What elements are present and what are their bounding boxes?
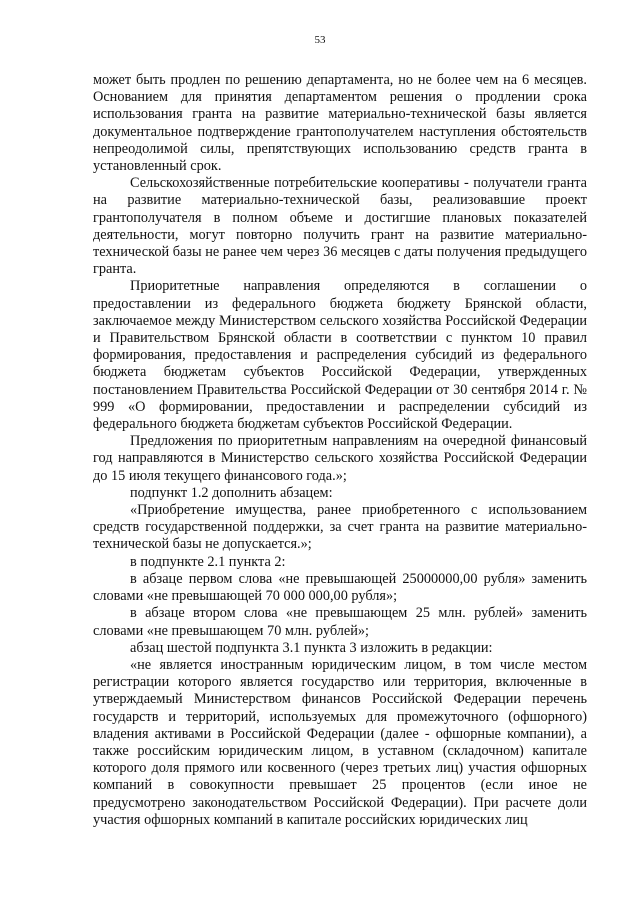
paragraph-11: «не является иностранным юридическим лицом, в том числе местом регистрации которого является государство или территория, включенные в утверждаемый Министерством финансов Российской Федерации перечень государств и территорий, используемых для промежуточного (офшорного) владения активами в Российской Федерации (далее - офшорные компании), а также российским юридическим лицом, в уставном (складочном) капитале которого доля прямого или косвенного (через третьих лиц) участия офшорных компаний в совокупности превышает 25 процентов (если иное не предусмотрено законодательством Российской Федерации). При расчете доли участия офшорных компаний в капитале российских юридических лиц — [93, 656, 587, 828]
paragraph-5: подпункт 1.2 дополнить абзацем: — [130, 484, 333, 501]
paragraph-9: в абзаце втором слова «не превышающем 25 млн. рублей» заменить словами «не превышающем 70 млн. рублей»; — [93, 605, 587, 639]
page-number: 53 — [314, 34, 326, 46]
paragraph-4: Предложения по приоритетным направлениям на очередной финансовый год направляются в Министерство сельского хозяйства Российской Федерации до 15 июля текущего финансового года.»; — [93, 433, 587, 484]
paragraph-6: «Приобретение имущества, ранее приобретенного с использованием средств государственной поддержки, за счет гранта на развитие материально-технической базы не допускается.»; — [93, 502, 587, 553]
paragraph-7: в подпункте 2.1 пункта 2: — [130, 553, 286, 570]
paragraph-8: в абзаце первом слова «не превышающей 25000000,00 рубля» заменить словами «не превышающей 70 000 000,00 рубля»; — [93, 570, 587, 605]
paragraph-1: может быть продлен по решению департамента, но не более чем на 6 месяцев. Основанием для принятия департаментом решения о продлении срока использования гранта на развитие материально-технической базы является документальное подтверждение грантополучателем наступления обстоятельств непреодолимой силы, препятствующих использованию средств гранта в установленный срок. — [93, 72, 587, 175]
paragraph-2: Сельскохозяйственные потребительские кооперативы - получатели гранта на развитие материально-технической базы, реализовавшие проект грантополучателя в полном объеме и достигшие плановых показателей деятельности, могут повторно получить грант на развитие материально-технической базы не ранее чем через 36 месяцев с даты получения предыдущего гранта. — [93, 175, 587, 278]
document-body — [93, 72, 587, 829]
paragraph-3: Приоритетные направления определяются в соглашении о предоставлении из федерального бюджета бюджету Брянской области, заключаемое между Министерством сельского хозяйства Российской Федерации и Правительством Брянской области в соответствии с пунктом 10 правил формирования, предоставления и распределения субсидий из федерального бюджета бюджетам субъектов Российской Федерации, утвержденных постановлением Правительства Российской Федерации от 30 сентября 2014 г. № 999 «О формировании, предоставлении и распределении субсидий из федерального бюджета бюджетам субъектов Российской Федерации. — [93, 278, 587, 433]
paragraph-10: абзац шестой подпункта 3.1 пункта 3 изложить в редакции: — [130, 639, 493, 656]
